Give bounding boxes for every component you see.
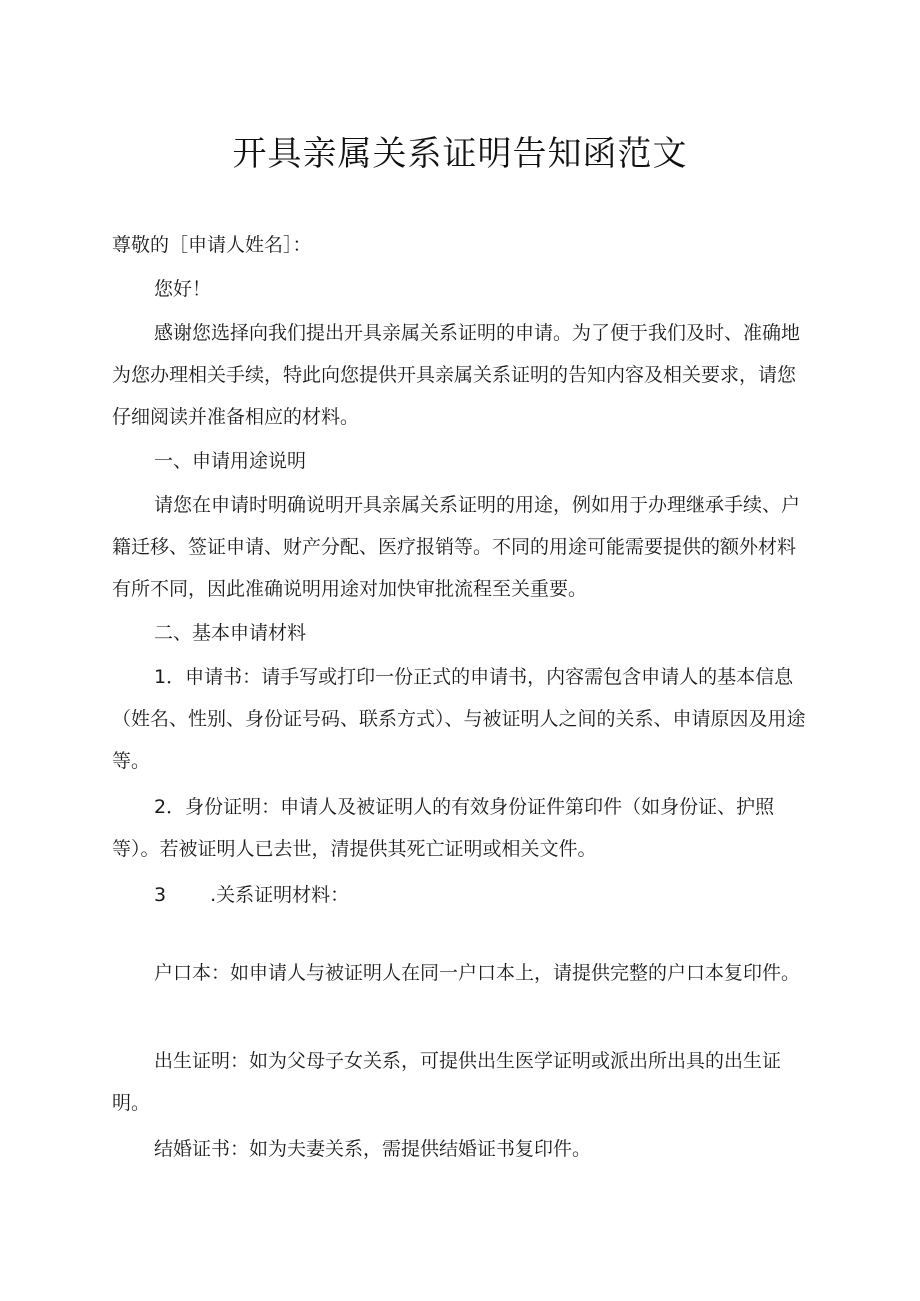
material-item-2: 2．身份证明：申请人及被证明人的有效身份证件第印件（如身份证、护照等）。若被证明人已去世，清提供其死亡证明或相关文件。 [112, 796, 775, 860]
material-item-1: 1．申请书：请手写或打印一份正式的申请书，内容需包含申请人的基本信息（姓名、性别、身份证号码、联系方式）、与被证明人之间的关系、申请原因及用途等。 [112, 666, 806, 772]
intro-paragraph: 感谢您选择向我们提出开具亲属关系证明的申请。为了便于我们及时、准确地为您办理相关手续，特此向您提供开具亲属关系证明的告知内容及相关要求，请您仔细阅读并准备相应的材料。 [112, 322, 801, 428]
marriage-certificate-paragraph: 结婚证书：如为夫妻关系，需提供结婚证书复印件。 [154, 1138, 592, 1160]
material-item-3 [112, 874, 812, 916]
hukou-paragraph: 户口本：如申请人与被证明人在同一户口本上，请提供完整的户口本复印件。 [154, 962, 801, 984]
salutation: 尊敬的［申请人姓名］： [112, 234, 312, 256]
section1-paragraph: 请您在申请时明确说明开具亲属关系证明的用途，例如用于办理继承手续、户籍迁移、签证申请、财产分配、医疗报销等。不同的用途可能需要提供的额外材料有所不同，因此准确说明用途对加快审批流程至关重要。 [112, 494, 801, 600]
document-title: 开具亲属关系证明告知函范文 [232, 134, 688, 174]
greeting: 您好！ [154, 278, 212, 300]
section2-heading: 二、基本申请材料 [154, 622, 307, 644]
section1-heading: 一、申请用途说明 [154, 450, 307, 472]
material-item-3-number: 3 [154, 884, 167, 906]
material-item-3-label: .关系证明材料： [210, 884, 350, 906]
birth-certificate-paragraph: 出生证明：如为父母子女关系，可提供出生医学证明或派出所出具的出生证明。 [112, 1050, 782, 1114]
